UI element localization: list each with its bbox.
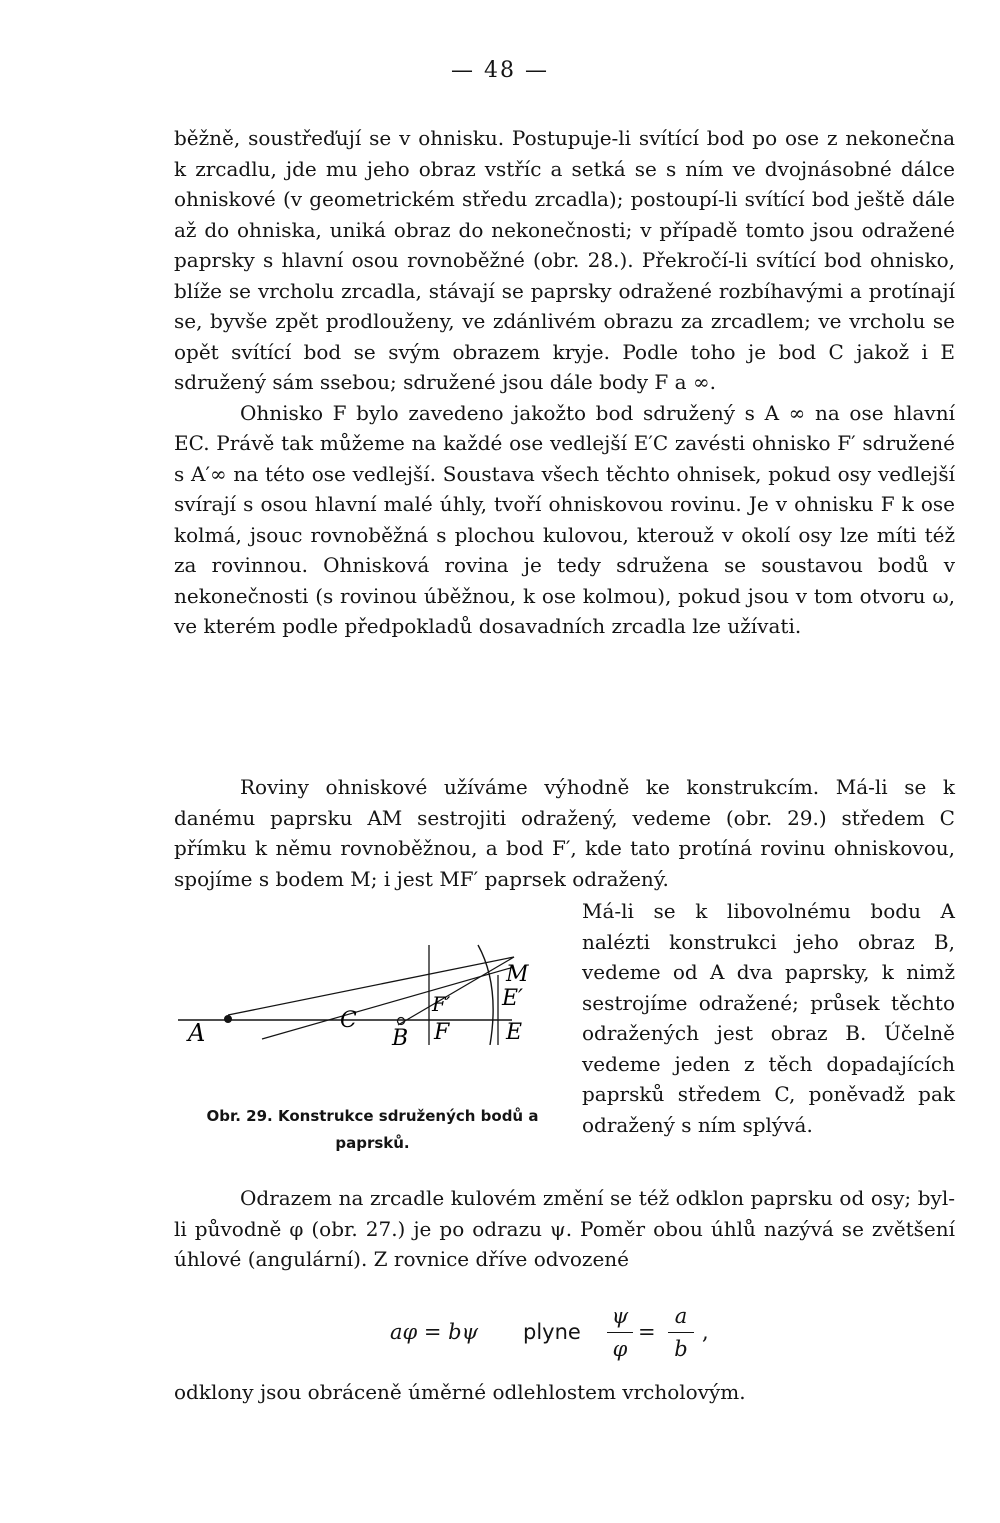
fraction-2-numerator: a xyxy=(674,1304,688,1328)
label-f: F xyxy=(434,1020,450,1045)
equation-lhs: aφ = bψ xyxy=(390,1320,479,1344)
fraction-a-b xyxy=(668,1302,694,1363)
label-b: B xyxy=(392,1026,409,1045)
label-f-prime: F′ xyxy=(432,992,451,1016)
text-block-angular xyxy=(174,1183,955,1275)
figure-caption: Obr. 29. Konstrukce sdružených bodů a paprsků. xyxy=(206,1107,539,1152)
label-m: M xyxy=(506,962,529,987)
text-block-top xyxy=(174,123,955,642)
label-e: E xyxy=(506,1020,523,1045)
paragraph-3: Roviny ohniskové užíváme výhodně ke konstrukcím. Má-li se k danému paprsku AM sestrojiti odražený, vedeme (obr. 29.) středem C přímku k němu rovnoběžnou, a bod F′, kde tato protíná rovinu ohniskovou, spojíme s bodem M; i jest MF′ paprsek odražený. xyxy=(174,775,955,891)
paragraph-4: Má-li se k libovolnému bodu A nalézti konstrukci jeho obraz B, vedeme od A dva paprsky, k nimž sestrojíme odražené; průsek těchto odražených jest obraz B. Účelně vedeme jeden z těch dopadajících paprsků středem C, poněvadž pak odražený s ním splývá. xyxy=(582,899,955,1137)
label-a: A xyxy=(188,1019,206,1045)
paragraph-5: Odrazem na zrcadle kulovém změní se též odklon paprsku od osy; byl-li původně φ (obr. 27.) je po odrazu ψ. Poměr obou úhlů nazývá se zvětšení úhlové (angulární). Z rovnice dříve odvozené xyxy=(174,1186,955,1271)
label-e-prime: E′ xyxy=(502,986,524,1011)
fraction-psi-phi xyxy=(607,1302,633,1363)
equation-word: plyne xyxy=(523,1320,581,1344)
fraction-1-bar xyxy=(607,1332,633,1333)
fraction-2-bar xyxy=(668,1332,694,1333)
figure-29-diagram xyxy=(174,935,544,1045)
text-block-final xyxy=(174,1377,955,1408)
fraction-1-numerator: ψ xyxy=(611,1304,629,1328)
label-c: C xyxy=(340,1008,357,1033)
text-column-right xyxy=(582,896,955,1140)
fraction-2-denominator: b xyxy=(674,1337,688,1361)
equation-comma: , xyxy=(702,1320,709,1344)
equation-equals: = xyxy=(638,1320,656,1344)
page-number: — 48 — xyxy=(451,58,549,83)
secondary-axis xyxy=(262,967,514,1039)
paragraph-6: odklony jsou obráceně úměrné odlehlostem vrcholovým. xyxy=(174,1380,746,1404)
paragraph-2: Ohnisko F bylo zavedeno jakožto bod sdružený s A ∞ na ose hlavní EC. Právě tak můžeme na každé ose vedlejší E′C zavésti ohnisko F′ sdružené s A′∞ na této ose vedlejší. Soustava všech těchto ohnisek, pokud osy vedlejší svírají s osou hlavní malé úhly, tvoří ohniskovou rovinu. Je v ohnisku F k ose kolmá, jsouc rovnoběžná s plochou kulovou, kterouž v okolí osy lze míti též za rovinnou. Ohnisková rovina je tedy sdružena se soustavou bodů v nekonečnosti (s rovinou úběžnou, k ose kolmou), pokud jsou v tom otvoru ω, ve kterém podle předpokladů dosavadních zrcadla lze užívati. xyxy=(174,400,955,638)
point-a xyxy=(224,1015,232,1023)
mirror-arc xyxy=(478,945,493,1045)
fraction-1-denominator: φ xyxy=(612,1337,628,1361)
paragraph-1: běžně, soustřeďují se v ohnisku. Postupuje-li svítící bod po ose z nekonečna k zrcadlu, jde mu jeho obraz vstříc a setká se s ním ve dvojnásobné dálce ohniskové (v geometrickém středu zrcadla); postoupí-li svítící bod ještě dále až do ohniska, uniká obraz do nekonečnosti; v případě tomto jsou odražené paprsky s hlavní osou rovnoběžné (obr. 28.). Překročí-li svítící bod ohnisko, blíže se vrcholu zrcadla, stávají se paprsky odražené rozbíhavými a protínají se, byvše zpět prodlouženy, ve zdánlivém obrazu za zrcadlem; ve vrcholu se opět svítící bod se svým obrazem kryje. Podle toho je bod C jakož i E sdružený sám ssebou; sdružené jsou dále body F a ∞. xyxy=(174,126,955,394)
ray-am xyxy=(228,957,514,1015)
text-block-construction xyxy=(174,772,955,894)
equation xyxy=(390,1302,770,1368)
reflected-ray xyxy=(398,957,514,1025)
